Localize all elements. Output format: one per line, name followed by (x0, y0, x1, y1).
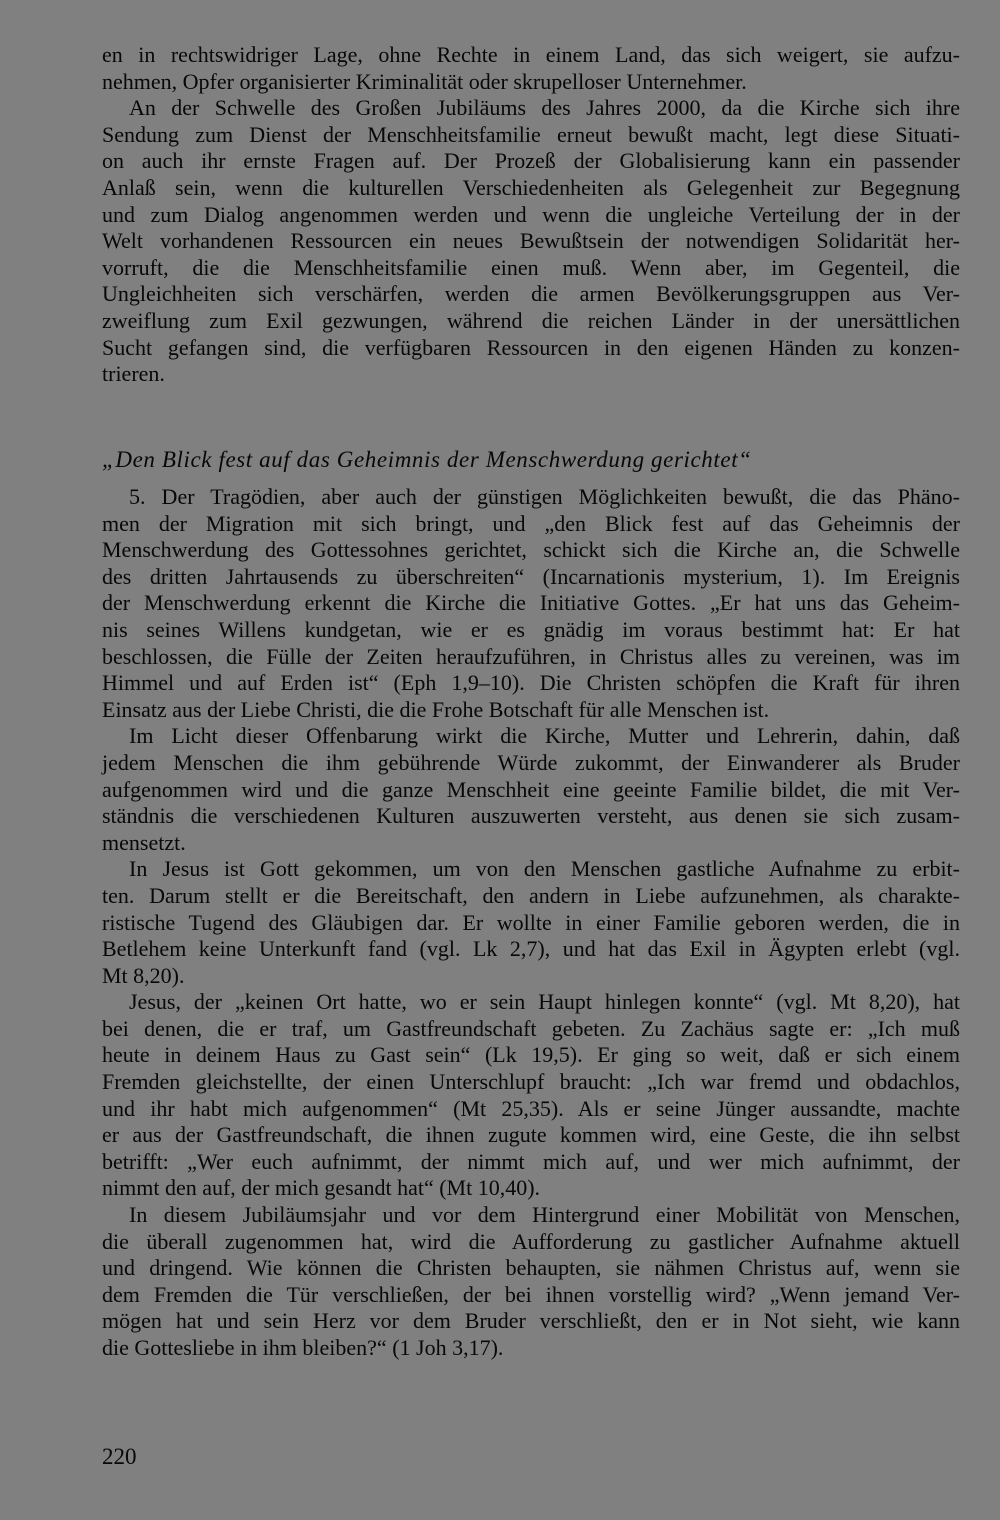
text-line: Im Licht dieser Offenbarung wirkt die Kirche, Mutter und Lehrerin, dahin, daß (129, 723, 960, 749)
text-line: er aus der Gastfreundschaft, die ihnen zugute kommen wird, eine Geste, die ihn selbst (102, 1122, 960, 1148)
text-line: on auch ihr ernste Fragen auf. Der Prozeß der Globalisierung kann ein passender (102, 148, 960, 174)
text-line: Jesus, der „keinen Ort hatte, wo er sein Haupt hinlegen konnte“ (vgl. Mt 8,20), hat (129, 989, 960, 1015)
text-block-intro (102, 42, 960, 388)
text-line: ständnis die verschiedenen Kulturen auszuwerten versteht, aus denen sie sich zusam- (102, 803, 960, 829)
text-line: jedem Menschen die ihm gebührende Würde zukommt, der Einwanderer als Bruder (102, 749, 960, 775)
text-line: heute in deinem Haus zu Gast sein“ (Lk 19,5). Er ging so weit, daß er sich einem (102, 1042, 960, 1068)
text-line: ristische Tugend des Gläubigen dar. Er wollte in einer Familie geboren werden, die in (102, 909, 960, 935)
text-line: des dritten Jahrtausends zu überschreiten“ (Incarnationis mysterium, 1). Im Ereignis (102, 563, 960, 589)
text-line: bei denen, die er traf, um Gastfreundschaft gebeten. Zu Zachäus sagte er: „Ich muß (102, 1015, 960, 1041)
text-line: die überall zugenommen hat, wird die Aufforderung zu gastlicher Aufnahme aktuell (102, 1228, 960, 1254)
text-line: vorruft, die die Menschheitsfamilie einen muß. Wenn aber, im Gegenteil, die (102, 254, 960, 280)
text-line: die Gottesliebe in ihm bleiben?“ (1 Joh 3,17). (102, 1335, 504, 1360)
text-line: zweiflung zum Exil gezwungen, während die reichen Länder in der unersättlichen (102, 307, 960, 333)
text-line: Fremden gleichstellte, der einen Unterschlupf braucht: „Ich war fremd und obdachlos, (102, 1069, 960, 1095)
text-line: 5. Der Tragödien, aber auch der günstigen Möglichkeiten bewußt, die das Phäno- (129, 484, 960, 509)
text-line: Sucht gefangen sind, die verfügbaren Ressourcen in den eigenen Händen zu konzen- (102, 334, 960, 360)
text-line: In Jesus ist Gott gekommen, um von den Menschen gastliche Aufnahme zu erbit- (129, 856, 960, 882)
text-line: und dringend. Wie können die Christen behaupten, sie nähmen Christus auf, wenn sie (102, 1255, 960, 1281)
text-line: und zum Dialog angenommen werden und wenn die ungleiche Verteilung der in der (102, 201, 960, 227)
text-line: nehmen, Opfer organisierter Kriminalität oder skrupelloser Unternehmer. (102, 68, 747, 94)
text-line: In diesem Jubiläumsjahr und vor dem Hintergrund einer Mobilität von Menschen, (129, 1202, 960, 1228)
text-line: Betlehem keine Unterkunft fand (vgl. Lk 2,7), und hat das Exil in Ägypten erlebt (vgl. (102, 936, 960, 962)
text-line: und ihr habt mich aufgenommen“ (Mt 25,35). Als er seine Jünger aussandte, machte (102, 1095, 960, 1121)
text-line: der Menschwerdung erkennt die Kirche die Initiative Gottes. „Er hat uns das Geheim- (102, 590, 960, 616)
text-line: dem Fremden die Tür verschließen, der bei ihnen vorstellig wird? „Wenn jemand Ver- (102, 1281, 960, 1307)
text-line: nimmt den auf, der mich gesandt hat“ (Mt 10,40). (102, 1175, 541, 1201)
text-line: ten. Darum stellt er die Bereitschaft, den andern in Liebe aufzunehmen, als charakte- (102, 882, 960, 908)
text-line: Mt 8,20). (102, 962, 185, 988)
text-line: en in rechtswidriger Lage, ohne Rechte in einem Land, das sich weigert, sie aufzu- (102, 42, 960, 67)
page-number: 220 (102, 1444, 137, 1469)
text-line: betrifft: „Wer euch aufnimmt, der nimmt mich auf, und wer mich aufnimmt, der (102, 1148, 960, 1174)
text-line: Ungleichheiten sich verschärfen, werden die armen Bevölkerungsgruppen aus Ver- (102, 281, 960, 307)
text-line: Sendung zum Dienst der Menschheitsfamilie erneut bewußt macht, legt diese Situati- (102, 121, 960, 147)
text-line: Welt vorhandenen Ressourcen ein neues Bewußtsein der notwendigen Solidarität her- (102, 228, 960, 254)
text-line: Himmel und auf Erden ist“ (Eph 1,9–10). Die Christen schöpfen die Kraft für ihren (102, 670, 960, 696)
text-line: mensetzt. (102, 829, 186, 855)
text-line: Einsatz aus der Liebe Christi, die die Frohe Botschaft für alle Menschen ist. (102, 696, 770, 722)
text-line: An der Schwelle des Großen Jubiläums des Jahres 2000, da die Kirche sich ihre (129, 95, 960, 121)
text-line: Anlaß sein, wenn die kulturellen Verschiedenheiten als Gelegenheit zur Begegnung (102, 174, 960, 200)
text-line: trieren. (102, 361, 165, 387)
text-line: aufgenommen wird und die ganze Menschheit eine geeinte Familie bildet, die mit Ver- (102, 776, 960, 802)
text-line: Menschwerdung des Gottessohnes gerichtet, schickt sich die Kirche an, die Schwelle (102, 537, 960, 563)
text-line: men der Migration mit sich bringt, und „den Blick fest auf das Geheimnis der (102, 510, 960, 536)
text-line: beschlossen, die Fülle der Zeiten heraufzuführen, in Christus alles zu vereinen, was im (102, 643, 960, 669)
text-line: mögen hat und sein Herz vor dem Bruder verschließt, den er in Not sieht, wie kann (102, 1308, 960, 1334)
text-line: nis seines Willens kundgetan, wie er es gnädig im voraus bestimmt hat: Er hat (102, 616, 960, 642)
section-heading: „Den Blick fest auf das Geheimnis der Menschwerdung gerichtet“ (102, 447, 752, 472)
text-block-section-5 (102, 484, 960, 1362)
